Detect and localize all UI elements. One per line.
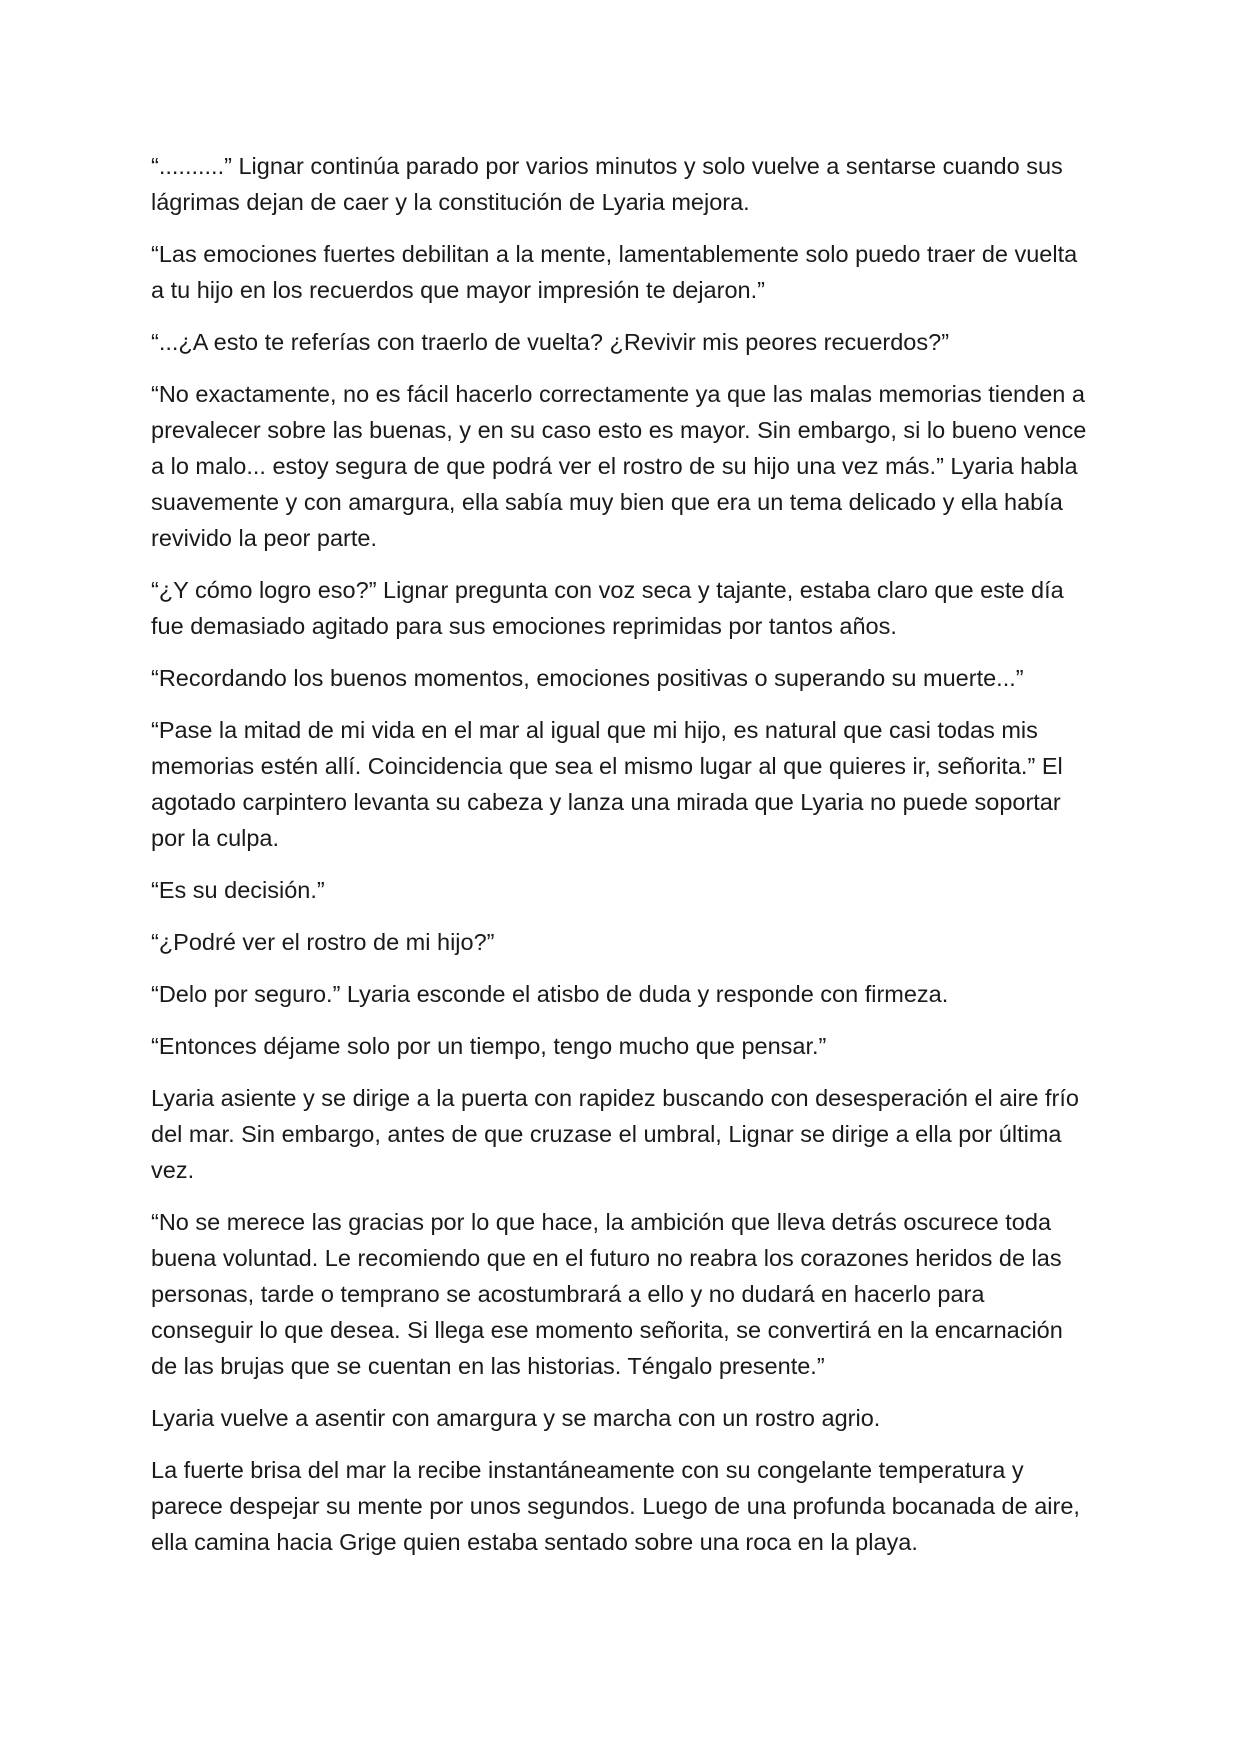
paragraph: “Es su decisión.” bbox=[151, 877, 325, 903]
paragraph: “¿Y cómo logro eso?” Lignar pregunta con voz seca y tajante, estaba claro que este día fue demasiado agitado para sus emociones reprimidas por tantos años. bbox=[151, 577, 1064, 639]
paragraph: “Recordando los buenos momentos, emociones positivas o superando su muerte...” bbox=[151, 665, 1024, 691]
paragraph: “Las emociones fuertes debilitan a la mente, lamentablemente solo puedo traer de vuelta a tu hijo en los recuerdos que mayor impresión te dejaron.” bbox=[151, 241, 1078, 303]
paragraph: Lyaria vuelve a asentir con amargura y se marcha con un rostro agrio. bbox=[151, 1405, 881, 1431]
paragraph: “Pase la mitad de mi vida en el mar al igual que mi hijo, es natural que casi todas mis memorias estén allí. Coincidencia que sea el mismo lugar al que quieres ir, señorita.” El agotado carpintero levanta su cabeza y lanza una mirada que Lyaria no puede soportar por la culpa. bbox=[151, 717, 1063, 851]
paragraph: “¿Podré ver el rostro de mi hijo?” bbox=[151, 929, 495, 955]
paragraph: “No se merece las gracias por lo que hace, la ambición que lleva detrás oscurece toda buena voluntad. Le recomiendo que en el futuro no reabra los corazones heridos de las personas, tarde o temprano se acostumbrará a ello y no dudará en hacerlo para conseguir lo que desea. Si llega ese momento señorita, se convertirá en la encarnación de las brujas que se cuentan en las historias. Téngalo presente.” bbox=[151, 1209, 1063, 1379]
paragraph: “Entonces déjame solo por un tiempo, tengo mucho que pensar.” bbox=[151, 1033, 827, 1059]
paragraph: La fuerte brisa del mar la recibe instantáneamente con su congelante temperatura y parece despejar su mente por unos segundos. Luego de una profunda bocanada de aire, ella camina hacia Grige quien estaba sentado sobre una roca en la playa. bbox=[151, 1457, 1080, 1555]
document-body bbox=[151, 148, 1091, 1576]
paragraph: “No exactamente, no es fácil hacerlo correctamente ya que las malas memorias tienden a prevalecer sobre las buenas, y en su caso esto es mayor. Sin embargo, si lo bueno vence a lo malo... estoy segura de que podrá ver el rostro de su hijo una vez más.” Lyaria habla suavemente y con amargura, ella sabía muy bien que era un tema delicado y ella había revivido la peor parte. bbox=[151, 381, 1087, 551]
paragraph: Lyaria asiente y se dirige a la puerta con rapidez buscando con desesperación el aire frío del mar. Sin embargo, antes de que cruzase el umbral, Lignar se dirige a ella por última vez. bbox=[151, 1085, 1079, 1183]
paragraph: “..........” Lignar continúa parado por varios minutos y solo vuelve a sentarse cuando sus lágrimas dejan de caer y la constitución de Lyaria mejora. bbox=[151, 153, 1063, 215]
paragraph: “...¿A esto te referías con traerlo de vuelta? ¿Revivir mis peores recuerdos?” bbox=[151, 329, 950, 355]
paragraph: “Delo por seguro.” Lyaria esconde el atisbo de duda y responde con firmeza. bbox=[151, 981, 949, 1007]
